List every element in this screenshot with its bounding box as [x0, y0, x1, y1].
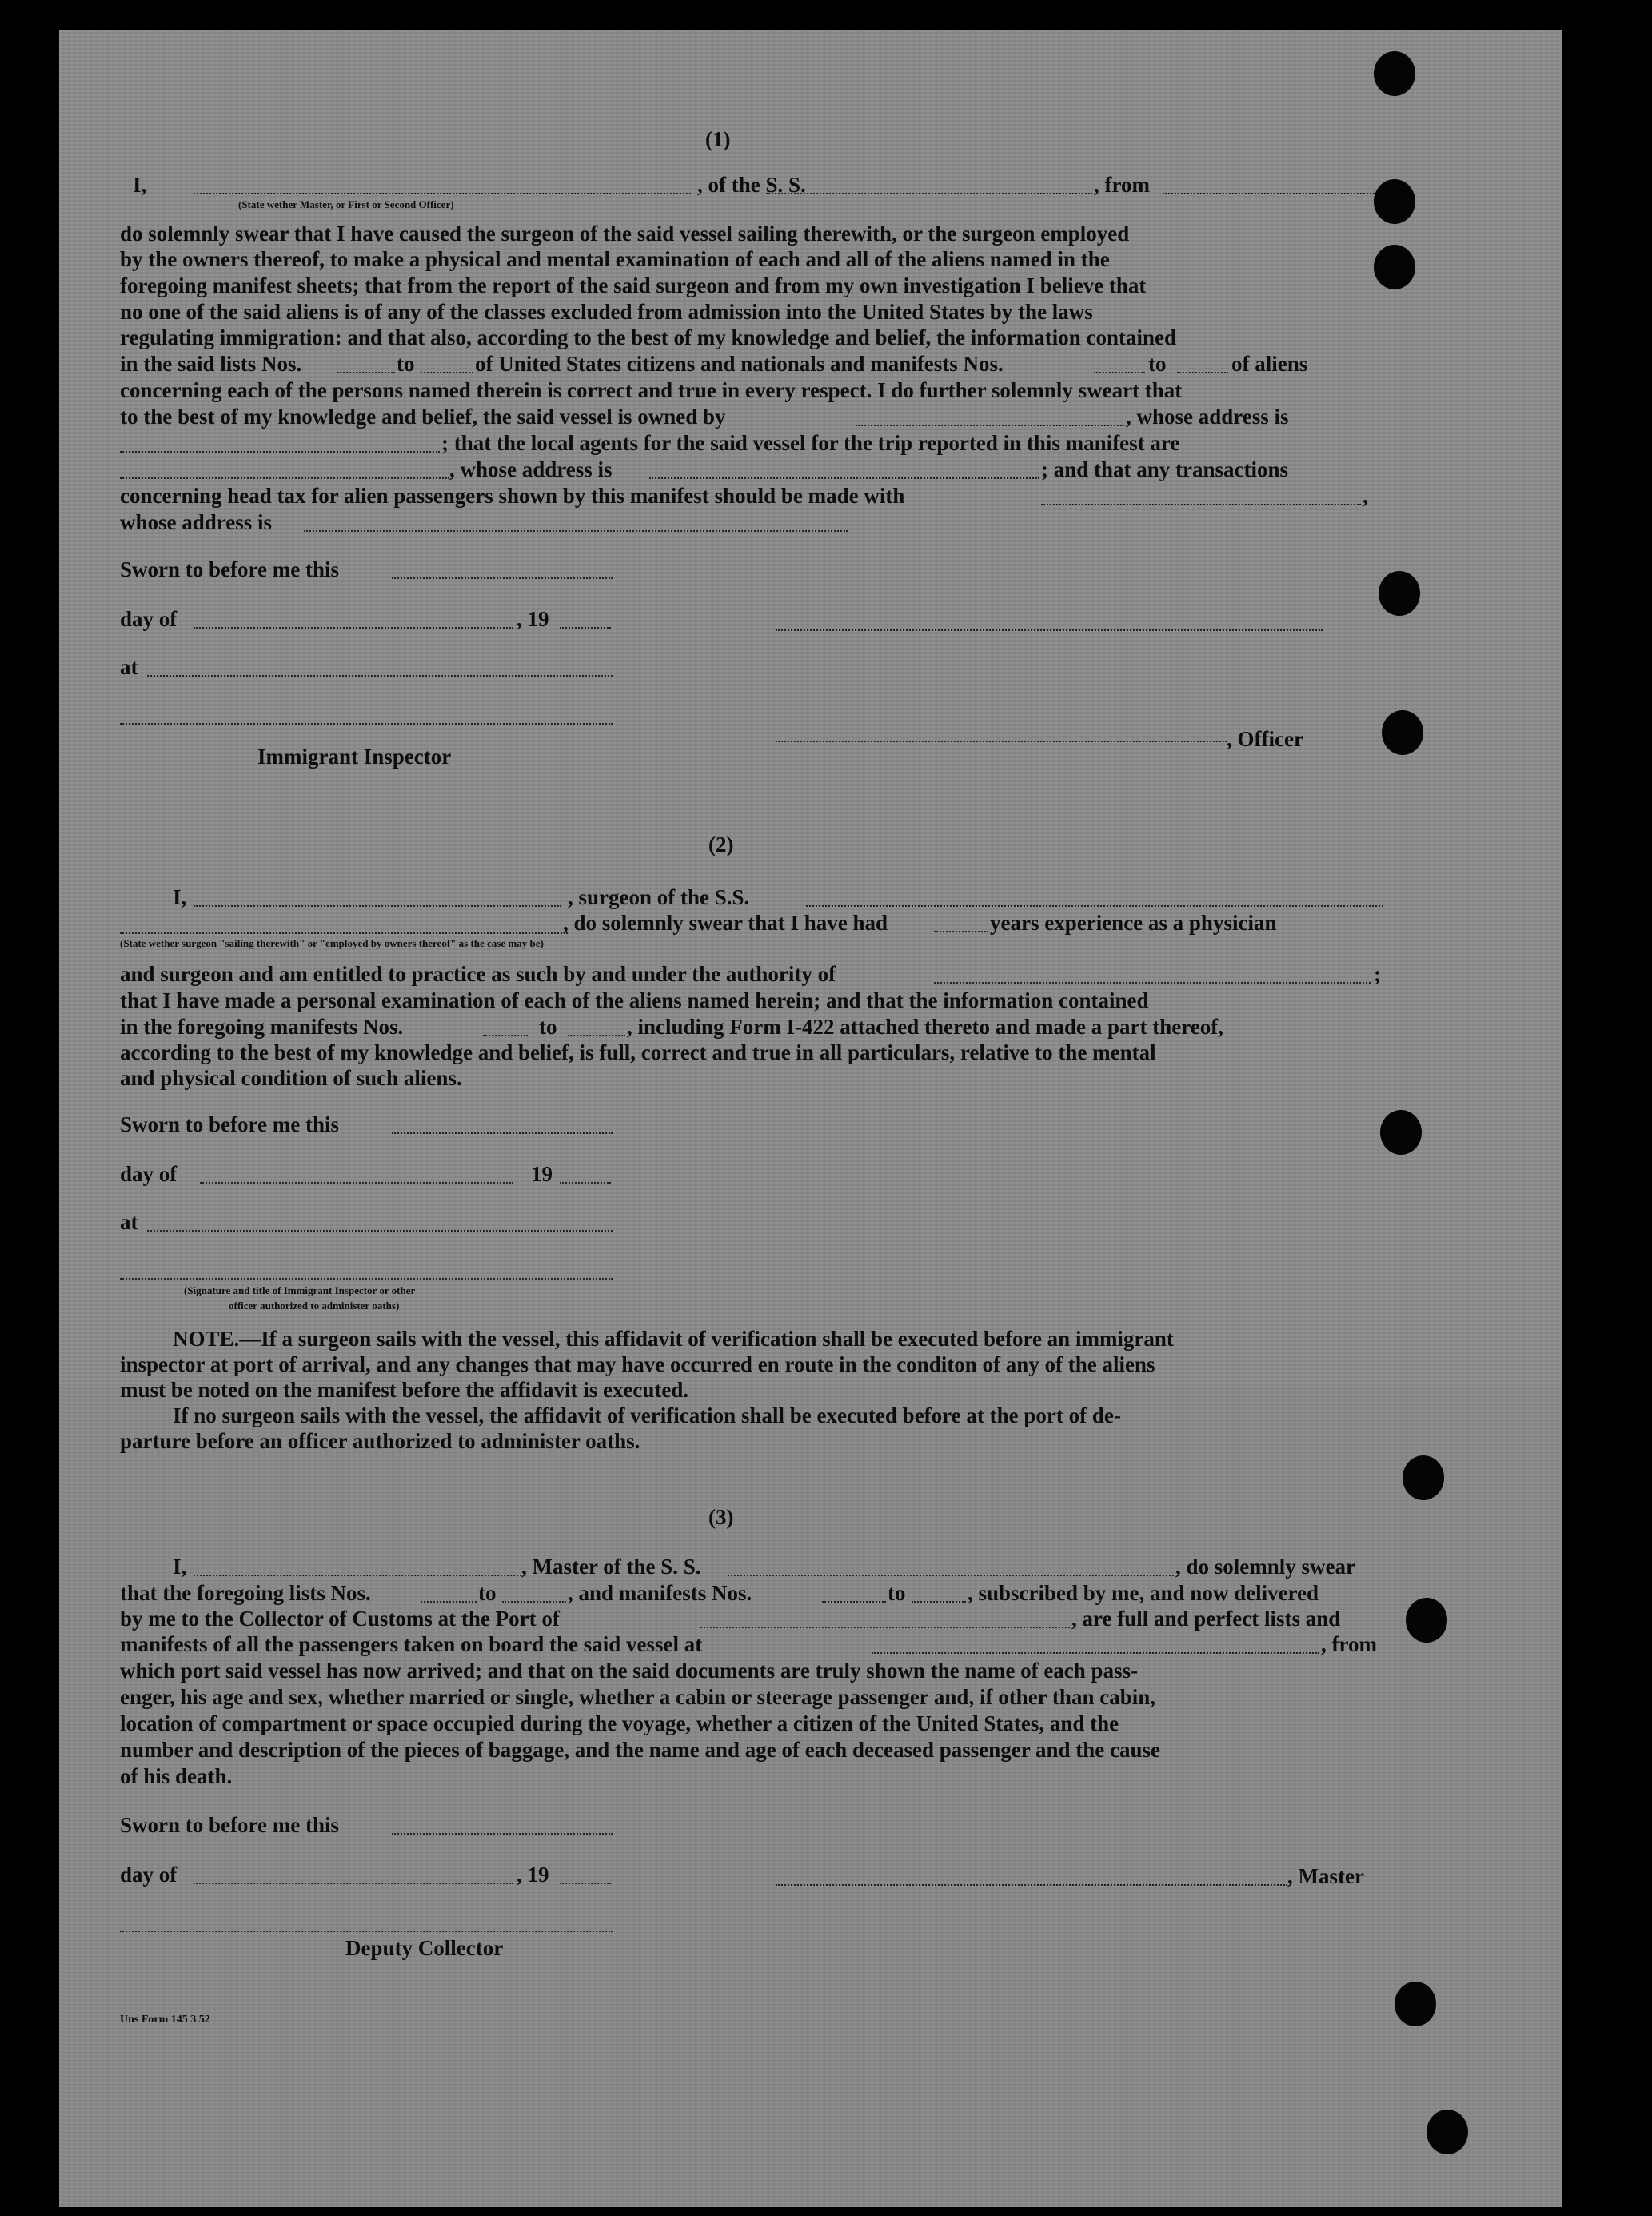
manifests-to-field[interactable] — [1177, 372, 1228, 373]
headtax-agent-field[interactable] — [1041, 504, 1361, 505]
s2-nos-label-c: , including Form I-422 attached thereto and made a part thereof, — [627, 1015, 1223, 1039]
note-line-1: NOTE.—If a surgeon sails with the vessel, this affidavit of verification shall be executed before an immigrant — [173, 1327, 1174, 1351]
s2-years-label: years experience as a physician — [990, 911, 1277, 935]
note-line-2: inspector at port of arrival, and any changes that may have occurred en route in the conditon of any of the aliens — [120, 1352, 1155, 1376]
s1-at-label: at — [120, 655, 138, 679]
punch-hole — [1382, 710, 1423, 755]
s2-authority-label: and surgeon and am entitled to practice as such by and under the authority of — [120, 962, 836, 986]
s3-from-label: , from — [1321, 1632, 1377, 1656]
manifests-from-field[interactable] — [1094, 372, 1145, 373]
inspector-signature-field[interactable] — [120, 723, 613, 725]
s1-sworn-field[interactable] — [392, 577, 613, 579]
s3-lists-label-d: to — [888, 1581, 906, 1605]
master-of-label: , Master of the S. S. — [521, 1555, 701, 1579]
s3-line-1: which port said vessel has now arrived; and that on the said documents are truly shown the name of each pass- — [120, 1659, 1139, 1683]
note-line-4: If no surgeon sails with the vessel, the affidavit of verification shall be executed before at the port of de- — [173, 1403, 1121, 1427]
s2-year-label: 19 — [531, 1162, 553, 1186]
s1-at-field[interactable] — [147, 675, 613, 677]
s2-day-of-label: day of — [120, 1162, 178, 1186]
s3-collector-label: by me to the Collector of Customs at the Port of — [120, 1607, 560, 1631]
s3-swear-label: , do solemnly swear — [1175, 1555, 1355, 1579]
s1-year-field[interactable] — [560, 627, 611, 629]
s1-headtax-label: concerning head tax for alien passengers shown by this manifest should be made with — [120, 484, 905, 508]
s3-lists-to-field[interactable] — [502, 1601, 566, 1603]
s2-day-field[interactable] — [200, 1182, 513, 1184]
s2-signature-note-2: officer authorized to administer oaths) — [229, 1300, 400, 1312]
surgeon-name-field[interactable] — [194, 905, 561, 907]
s2-manifest-from-field[interactable] — [483, 1035, 528, 1036]
s3-vessel-field[interactable] — [728, 1575, 1174, 1576]
punch-hole — [1427, 2110, 1468, 2154]
s3-day-of-label: day of — [120, 1863, 178, 1887]
s1-nos-label-a: in the said lists Nos. — [120, 352, 302, 376]
s3-line-4: number and description of the pieces of baggage, and the name and age of each deceased passenger and the cause — [120, 1738, 1161, 1762]
form-number: Uns Form 145 3 52 — [120, 2014, 210, 2026]
s2-at-field[interactable] — [147, 1230, 613, 1232]
s3-lists-label-a: that the foregoing lists Nos. — [120, 1581, 371, 1605]
s2-signature-note-1: (Signature and title of Immigrant Inspector or other — [184, 1284, 416, 1296]
deputy-collector-label: Deputy Collector — [345, 1936, 504, 1960]
s2-year-field[interactable] — [560, 1182, 611, 1184]
s1-day-of-label: day of — [120, 607, 178, 631]
s2-sworn-label: Sworn to before me this — [120, 1112, 339, 1136]
s1-concerning-line: concerning each of the persons named therein is correct and true in every respect. I do further solemnly sweart that — [120, 378, 1183, 402]
punch-hole — [1374, 245, 1415, 289]
s1-sworn-label: Sworn to before me this — [120, 557, 339, 581]
s2-sworn-field[interactable] — [392, 1132, 613, 1134]
s1-whose-address-label: whose address is — [120, 510, 273, 534]
departure-port-field[interactable] — [872, 1652, 1319, 1654]
master-name-field[interactable] — [194, 1575, 521, 1576]
s1-owner-address-label: , whose address is — [1126, 405, 1289, 429]
s1-transactions-label: ; and that any transactions — [1041, 457, 1289, 481]
immigrant-inspector-label: Immigrant Inspector — [257, 745, 452, 769]
section3-intro-i: I, — [173, 1555, 187, 1579]
agents-field[interactable] — [120, 477, 449, 479]
s1-line-2: by the owners thereof, to make a physical and mental examination of each and all of the aliens named in the — [120, 247, 1110, 271]
of-ss-label: , of the S. S. — [697, 173, 806, 197]
section2-heading: (2) — [708, 832, 734, 856]
s3-day-field[interactable] — [194, 1883, 513, 1884]
s2-physical-line: and physical condition of such aliens. — [120, 1066, 462, 1090]
section2-intro-i: I, — [173, 885, 187, 909]
s1-line-3: foregoing manifest sheets; that from the report of the said surgeon and from my own investigation I believe that — [120, 274, 1147, 297]
s2-vessel-field[interactable] — [806, 905, 1383, 907]
punch-hole — [1379, 571, 1420, 616]
s1-nos-label-c: of United States citizens and nationals and manifests Nos. — [475, 352, 1004, 376]
s2-at-label: at — [120, 1210, 138, 1234]
s1-line-1: do solemnly swear that I have caused the surgeon of the said vessel sailing therewith, or the surgeon employed — [120, 222, 1130, 246]
s1-line-5: regulating immigration: and that also, according to the best of my knowledge and belief, the information contained — [120, 325, 1176, 349]
manifest-affidavit-page — [59, 30, 1562, 2207]
punch-hole — [1403, 1455, 1444, 1500]
s3-lists-label-e: , subscribed by me, and now delivered — [968, 1581, 1319, 1605]
surgeon-status-note: (State wether surgeon "sailing therewith" or "employed by owners thereof" as the case may be) — [120, 937, 544, 949]
surgeon-status-field[interactable] — [120, 932, 568, 934]
master-label: , Master — [1287, 1864, 1364, 1888]
master-signature-field[interactable] — [776, 1884, 1287, 1886]
s1-headtax-comma: , — [1363, 484, 1368, 508]
s2-exam-line: that I have made a personal examination of each of the aliens named herein; and that the information contained — [120, 988, 1149, 1012]
section1-heading: (1) — [705, 127, 731, 151]
officer-title-field[interactable] — [776, 741, 1227, 742]
s2-swear-label: , do solemnly swear that I have had — [563, 911, 888, 935]
s1-nos-label-d: to — [1148, 352, 1167, 376]
s1-owned-label: to the best of my knowledge and belief, the said vessel is owned by — [120, 405, 726, 429]
headtax-address-field[interactable] — [304, 530, 848, 532]
s3-manifests-to-field[interactable] — [912, 1601, 966, 1603]
s3-year-label: , 19 — [517, 1863, 549, 1887]
s3-sworn-field[interactable] — [392, 1833, 613, 1835]
s3-lists-from-field[interactable] — [421, 1601, 477, 1603]
owner-field[interactable] — [856, 425, 1124, 426]
deputy-signature-field[interactable] — [120, 1931, 613, 1932]
punch-hole — [1406, 1598, 1447, 1643]
years-experience-field[interactable] — [934, 931, 988, 932]
s1-agent-address-label: , whose address is — [449, 457, 613, 481]
from-label: , from — [1094, 173, 1150, 197]
note-line-5: parture before an officer authorized to administer oaths. — [120, 1429, 640, 1453]
authority-field[interactable] — [934, 982, 1371, 984]
officer-rank-note: (State wether Master, or First or Second Officer) — [238, 198, 454, 210]
s3-lists-label-b: to — [478, 1581, 497, 1605]
s1-agents-line: ; that the local agents for the said vessel for the trip reported in this manifest are — [441, 431, 1180, 455]
s2-best-line: according to the best of my knowledge and belief, is full, correct and true in all particulars, relative to the mental — [120, 1040, 1156, 1064]
s1-line-4: no one of the said aliens is of any of the classes excluded from admission into the United States by the laws — [120, 300, 1093, 324]
s3-line-3: location of compartment or space occupied during the voyage, whether a citizen of the United States, and the — [120, 1711, 1119, 1735]
note-line-3: must be noted on the manifest before the affidavit is executed. — [120, 1378, 689, 1402]
s3-manifests-label: manifests of all the passengers taken on board the said vessel at — [120, 1632, 703, 1656]
s2-manifest-to-field[interactable] — [568, 1035, 625, 1036]
s3-full-lists-label: , are full and perfect lists and — [1071, 1607, 1341, 1631]
owner-address-field[interactable] — [120, 451, 440, 453]
officer-name-field[interactable] — [194, 193, 691, 194]
punch-hole — [1395, 1982, 1436, 2026]
surgeon-of-label: , surgeon of the S.S. — [568, 885, 750, 909]
s3-sworn-label: Sworn to before me this — [120, 1813, 339, 1837]
s2-authority-end: ; — [1374, 962, 1381, 986]
s2-signature-field[interactable] — [120, 1278, 613, 1280]
s1-nos-label-e: of aliens — [1231, 352, 1308, 376]
s3-line-2: enger, his age and sex, whether married or single, whether a cabin or steerage passenger and, if other than cabin, — [120, 1685, 1155, 1709]
s2-nos-label-b: to — [539, 1015, 557, 1039]
s2-nos-label-a: in the foregoing manifests Nos. — [120, 1015, 404, 1039]
agent-address-field[interactable] — [649, 477, 1039, 479]
s1-nos-label-b: to — [397, 352, 415, 376]
officer-label: , Officer — [1227, 727, 1303, 751]
s3-lists-label-c: , and manifests Nos. — [568, 1581, 752, 1605]
s3-line-5: of his death. — [120, 1764, 233, 1788]
officer-signature-field[interactable] — [776, 629, 1323, 631]
s1-year-label: , 19 — [517, 607, 549, 631]
punch-hole — [1380, 1110, 1422, 1155]
lists-from-field[interactable] — [337, 372, 395, 373]
s3-manifests-from-field[interactable] — [822, 1601, 886, 1603]
punch-hole — [1374, 179, 1415, 224]
from-port-field[interactable] — [1163, 193, 1383, 194]
vessel-name-field[interactable] — [766, 193, 1092, 194]
port-field[interactable] — [700, 1627, 1070, 1628]
s3-year-field[interactable] — [560, 1883, 611, 1884]
s1-day-field[interactable] — [194, 627, 513, 629]
lists-to-field[interactable] — [421, 372, 473, 373]
section3-heading: (3) — [708, 1505, 734, 1529]
punch-hole — [1374, 51, 1415, 96]
section1-intro-i: I, — [133, 173, 147, 197]
